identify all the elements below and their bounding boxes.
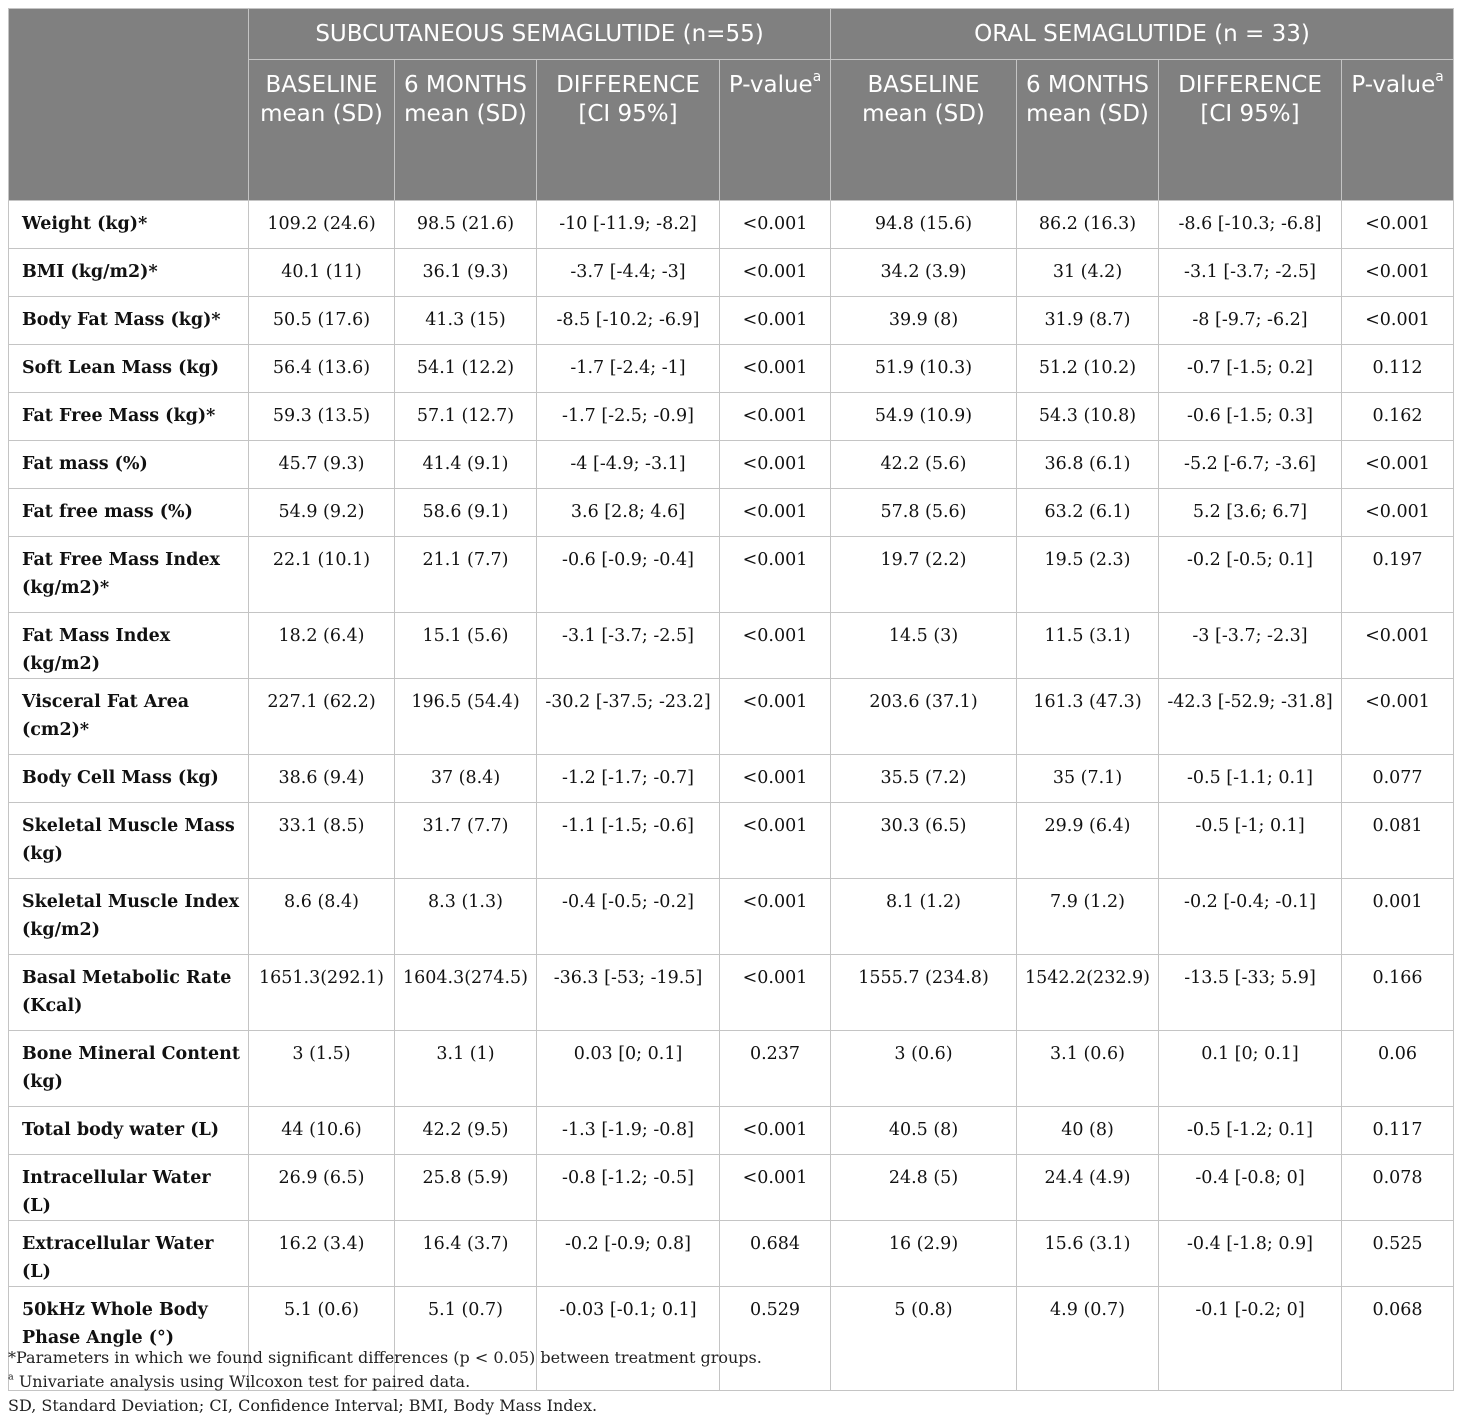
table-cell: 227.1 (62.2) [249, 679, 395, 755]
row-label: Soft Lean Mass (kg) [9, 345, 249, 393]
table-cell: <0.001 [720, 755, 831, 803]
table-cell: -3.1 [-3.7; -2.5] [537, 613, 720, 679]
table-cell: -0.8 [-1.2; -0.5] [537, 1155, 720, 1221]
table-cell: -8 [-9.7; -6.2] [1159, 297, 1342, 345]
table-cell: 3 (1.5) [249, 1031, 395, 1107]
table-cell: <0.001 [720, 441, 831, 489]
row-label: Fat Free Mass Index (kg/m2)* [9, 537, 249, 613]
table-cell: <0.001 [720, 201, 831, 249]
table-cell: -1.1 [-1.5; -0.6] [537, 803, 720, 879]
table-row [9, 803, 1454, 879]
table-cell: 45.7 (9.3) [249, 441, 395, 489]
table-cell: 86.2 (16.3) [1017, 201, 1159, 249]
table-cell: -4 [-4.9; -3.1] [537, 441, 720, 489]
table-cell: 8.1 (1.2) [831, 879, 1017, 955]
row-label: Total body water (L) [9, 1107, 249, 1155]
table-cell: -36.3 [-53; -19.5] [537, 955, 720, 1031]
table-cell: 161.3 (47.3) [1017, 679, 1159, 755]
table-cell: 57.1 (12.7) [395, 393, 537, 441]
table-cell: 0.081 [1342, 803, 1454, 879]
table-cell: 22.1 (10.1) [249, 537, 395, 613]
table-cell: -0.4 [-0.8; 0] [1159, 1155, 1342, 1221]
table-cell: 63.2 (6.1) [1017, 489, 1159, 537]
col-header-sc-difference: DIFFERENCE [CI 95%] [537, 60, 720, 201]
table-cell: 54.1 (12.2) [395, 345, 537, 393]
col-header-sc-pvalue: P-value$^a$ [720, 60, 831, 201]
table-cell: 39.9 (8) [831, 297, 1017, 345]
footnote-wilcoxon: $^a$ Univariate analysis using Wilcoxon test for paired data. [8, 1371, 471, 1391]
table-cell: <0.001 [720, 297, 831, 345]
table-cell: 8.6 (8.4) [249, 879, 395, 955]
table-cell: 34.2 (3.9) [831, 249, 1017, 297]
table-cell: 54.9 (10.9) [831, 393, 1017, 441]
table-row [9, 755, 1454, 803]
table-cell: 40 (8) [1017, 1107, 1159, 1155]
table-cell: -0.6 [-0.9; -0.4] [537, 537, 720, 613]
table-cell: 109.2 (24.6) [249, 201, 395, 249]
table-cell: 11.5 (3.1) [1017, 613, 1159, 679]
table-cell: 30.3 (6.5) [831, 803, 1017, 879]
header-corner [9, 9, 249, 201]
col-header-oral-baseline: BASELINE mean (SD) [831, 60, 1017, 201]
table-row [9, 679, 1454, 755]
table-cell: 3 (0.6) [831, 1031, 1017, 1107]
table-cell: -0.2 [-0.9; 0.8] [537, 1221, 720, 1287]
table-cell: <0.001 [720, 345, 831, 393]
table-cell: <0.001 [1342, 679, 1454, 755]
table-cell: -30.2 [-37.5; -23.2] [537, 679, 720, 755]
table-cell: 7.9 (1.2) [1017, 879, 1159, 955]
table-cell: 19.7 (2.2) [831, 537, 1017, 613]
table-cell: 0.001 [1342, 879, 1454, 955]
table-cell: 31 (4.2) [1017, 249, 1159, 297]
table-cell: 0.197 [1342, 537, 1454, 613]
table-cell: -13.5 [-33; 5.9] [1159, 955, 1342, 1031]
table-cell: 24.4 (4.9) [1017, 1155, 1159, 1221]
table-cell: 3.6 [2.8; 4.6] [537, 489, 720, 537]
table-cell: -0.7 [-1.5; 0.2] [1159, 345, 1342, 393]
table-cell: 0.112 [1342, 345, 1454, 393]
table-cell: 44 (10.6) [249, 1107, 395, 1155]
table-cell: 16.2 (3.4) [249, 1221, 395, 1287]
table-cell: 19.5 (2.3) [1017, 537, 1159, 613]
table-cell: 14.5 (3) [831, 613, 1017, 679]
table-cell: 0.06 [1342, 1031, 1454, 1107]
table-cell: 38.6 (9.4) [249, 755, 395, 803]
table-cell: 0.166 [1342, 955, 1454, 1031]
table-cell: 0.068 [1342, 1287, 1454, 1391]
table-cell: 50.5 (17.6) [249, 297, 395, 345]
table-cell: 56.4 (13.6) [249, 345, 395, 393]
table-cell: -3.1 [-3.7; -2.5] [1159, 249, 1342, 297]
row-label: Body Fat Mass (kg)* [9, 297, 249, 345]
table-cell: <0.001 [720, 489, 831, 537]
table-cell: 29.9 (6.4) [1017, 803, 1159, 879]
table-cell: 31.7 (7.7) [395, 803, 537, 879]
table-cell: 57.8 (5.6) [831, 489, 1017, 537]
table-cell: 16 (2.9) [831, 1221, 1017, 1287]
table-cell: -8.5 [-10.2; -6.9] [537, 297, 720, 345]
col-header-oral-6months: 6 MONTHS mean (SD) [1017, 60, 1159, 201]
table-cell: <0.001 [1342, 249, 1454, 297]
table-cell: 3.1 (1) [395, 1031, 537, 1107]
table-cell: 94.8 (15.6) [831, 201, 1017, 249]
table-cell: 0.1 [0; 0.1] [1159, 1031, 1342, 1107]
table-cell: 0.684 [720, 1221, 831, 1287]
table-row [9, 1031, 1454, 1107]
table-cell: 0.077 [1342, 755, 1454, 803]
table-cell: 24.8 (5) [831, 1155, 1017, 1221]
table-cell: -0.4 [-1.8; 0.9] [1159, 1221, 1342, 1287]
table-cell: 21.1 (7.7) [395, 537, 537, 613]
table-cell: 35.5 (7.2) [831, 755, 1017, 803]
table-cell: <0.001 [720, 955, 831, 1031]
footnote-significance: *Parameters in which we found significant differences (p < 0.05) between treatment groups. [8, 1348, 762, 1367]
table-cell: 5.2 [3.6; 6.7] [1159, 489, 1342, 537]
row-label: BMI (kg/m2)* [9, 249, 249, 297]
table-cell: 18.2 (6.4) [249, 613, 395, 679]
group-header-oral: ORAL SEMAGLUTIDE (n = 33) [831, 9, 1454, 60]
table-cell: 0.03 [0; 0.1] [537, 1031, 720, 1107]
table-cell: -1.3 [-1.9; -0.8] [537, 1107, 720, 1155]
row-label: Visceral Fat Area (cm2)* [9, 679, 249, 755]
table-cell: 0.529 [720, 1287, 831, 1391]
table-cell: <0.001 [720, 803, 831, 879]
table-footnotes [8, 1346, 762, 1418]
table-cell: 33.1 (8.5) [249, 803, 395, 879]
table-cell: <0.001 [720, 679, 831, 755]
table-cell: -1.2 [-1.7; -0.7] [537, 755, 720, 803]
table-cell: 0.117 [1342, 1107, 1454, 1155]
table-cell: 51.9 (10.3) [831, 345, 1017, 393]
row-label: Extracellular Water (L) [9, 1221, 249, 1287]
table-cell: -0.03 [-0.1; 0.1] [537, 1287, 720, 1391]
col-header-sc-6months: 6 MONTHS mean (SD) [395, 60, 537, 201]
table-row [9, 201, 1454, 249]
table-cell: 31.9 (8.7) [1017, 297, 1159, 345]
table-row [9, 537, 1454, 613]
table-cell: 36.1 (9.3) [395, 249, 537, 297]
row-label: Skeletal Muscle Mass (kg) [9, 803, 249, 879]
table-cell: 1604.3(274.5) [395, 955, 537, 1031]
table-cell: 51.2 (10.2) [1017, 345, 1159, 393]
table-cell: -0.6 [-1.5; 0.3] [1159, 393, 1342, 441]
table-row [9, 249, 1454, 297]
table-row [9, 441, 1454, 489]
table-cell: 26.9 (6.5) [249, 1155, 395, 1221]
table-cell: 25.8 (5.9) [395, 1155, 537, 1221]
table-cell: -1.7 [-2.5; -0.9] [537, 393, 720, 441]
table-cell: 42.2 (9.5) [395, 1107, 537, 1155]
table-cell: <0.001 [720, 613, 831, 679]
table-cell: -8.6 [-10.3; -6.8] [1159, 201, 1342, 249]
table-cell: -3 [-3.7; -2.3] [1159, 613, 1342, 679]
row-label: 50kHz Whole Body Phase Angle (°) [9, 1287, 249, 1391]
row-label: Bone Mineral Content (kg) [9, 1031, 249, 1107]
col-header-sc-baseline: BASELINE mean (SD) [249, 60, 395, 201]
table-row [9, 613, 1454, 679]
table-cell: 42.2 (5.6) [831, 441, 1017, 489]
table-cell: 40.5 (8) [831, 1107, 1017, 1155]
row-label: Basal Metabolic Rate (Kcal) [9, 955, 249, 1031]
table-cell: 37 (8.4) [395, 755, 537, 803]
table-cell: 16.4 (3.7) [395, 1221, 537, 1287]
table-cell: <0.001 [1342, 441, 1454, 489]
table-container [8, 8, 1453, 1391]
table-cell: 5 (0.8) [831, 1287, 1017, 1391]
table-cell: 196.5 (54.4) [395, 679, 537, 755]
table-cell: 36.8 (6.1) [1017, 441, 1159, 489]
table-cell: -5.2 [-6.7; -3.6] [1159, 441, 1342, 489]
table-row [9, 297, 1454, 345]
table-row [9, 393, 1454, 441]
table-cell: 41.3 (15) [395, 297, 537, 345]
table-cell: 59.3 (13.5) [249, 393, 395, 441]
table-cell: 203.6 (37.1) [831, 679, 1017, 755]
table-row [9, 345, 1454, 393]
table-row [9, 955, 1454, 1031]
table-cell: -3.7 [-4.4; -3] [537, 249, 720, 297]
table-cell: -0.2 [-0.4; -0.1] [1159, 879, 1342, 955]
table-cell: -0.5 [-1; 0.1] [1159, 803, 1342, 879]
row-label: Fat Free Mass (kg)* [9, 393, 249, 441]
table-cell: 4.9 (0.7) [1017, 1287, 1159, 1391]
table-cell: 3.1 (0.6) [1017, 1031, 1159, 1107]
table-cell: 58.6 (9.1) [395, 489, 537, 537]
table-cell: 54.9 (9.2) [249, 489, 395, 537]
table-cell: 0.162 [1342, 393, 1454, 441]
body-composition-table [8, 8, 1454, 1391]
table-row [9, 1155, 1454, 1221]
table-body [9, 201, 1454, 1391]
table-cell: <0.001 [1342, 489, 1454, 537]
row-label: Fat Mass Index (kg/m2) [9, 613, 249, 679]
table-cell: 40.1 (11) [249, 249, 395, 297]
table-cell: 8.3 (1.3) [395, 879, 537, 955]
table-cell: -42.3 [-52.9; -31.8] [1159, 679, 1342, 755]
table-cell: <0.001 [1342, 201, 1454, 249]
table-row [9, 489, 1454, 537]
table-cell: <0.001 [1342, 613, 1454, 679]
row-label: Weight (kg)* [9, 201, 249, 249]
table-cell: <0.001 [720, 1155, 831, 1221]
table-row [9, 1221, 1454, 1287]
footnote-abbreviations: SD, Standard Deviation; CI, Confidence Interval; BMI, Body Mass Index. [8, 1396, 598, 1415]
table-row [9, 1107, 1454, 1155]
group-header-subcutaneous: SUBCUTANEOUS SEMAGLUTIDE (n=55) [249, 9, 831, 60]
table-cell: -0.1 [-0.2; 0] [1159, 1287, 1342, 1391]
table-cell: -0.5 [-1.2; 0.1] [1159, 1107, 1342, 1155]
col-header-oral-difference: DIFFERENCE [CI 95%] [1159, 60, 1342, 201]
table-cell: 35 (7.1) [1017, 755, 1159, 803]
row-label: Intracellular Water (L) [9, 1155, 249, 1221]
table-cell: 98.5 (21.6) [395, 201, 537, 249]
table-cell: 15.1 (5.6) [395, 613, 537, 679]
row-label: Fat free mass (%) [9, 489, 249, 537]
row-label: Fat mass (%) [9, 441, 249, 489]
table-cell: <0.001 [720, 249, 831, 297]
table-cell: -0.4 [-0.5; -0.2] [537, 879, 720, 955]
table-cell: 15.6 (3.1) [1017, 1221, 1159, 1287]
table-cell: 1555.7 (234.8) [831, 955, 1017, 1031]
row-label: Skeletal Muscle Index (kg/m2) [9, 879, 249, 955]
table-cell: -0.5 [-1.1; 0.1] [1159, 755, 1342, 803]
table-cell: -0.2 [-0.5; 0.1] [1159, 537, 1342, 613]
table-cell: 5.1 (0.6) [249, 1287, 395, 1391]
table-cell: 1651.3(292.1) [249, 955, 395, 1031]
row-label: Body Cell Mass (kg) [9, 755, 249, 803]
table-cell: 0.237 [720, 1031, 831, 1107]
table-cell: <0.001 [720, 537, 831, 613]
table-cell: 1542.2(232.9) [1017, 955, 1159, 1031]
table-cell: <0.001 [720, 393, 831, 441]
table-cell: 41.4 (9.1) [395, 441, 537, 489]
table-cell: 54.3 (10.8) [1017, 393, 1159, 441]
table-cell: <0.001 [720, 879, 831, 955]
table-cell: 5.1 (0.7) [395, 1287, 537, 1391]
table-cell: 0.078 [1342, 1155, 1454, 1221]
table-cell: <0.001 [720, 1107, 831, 1155]
table-cell: 0.525 [1342, 1221, 1454, 1287]
table-cell: <0.001 [1342, 297, 1454, 345]
table-cell: -1.7 [-2.4; -1] [537, 345, 720, 393]
col-header-oral-pvalue: P-value$^a$ [1342, 60, 1454, 201]
table-row [9, 879, 1454, 955]
table-cell: -10 [-11.9; -8.2] [537, 201, 720, 249]
